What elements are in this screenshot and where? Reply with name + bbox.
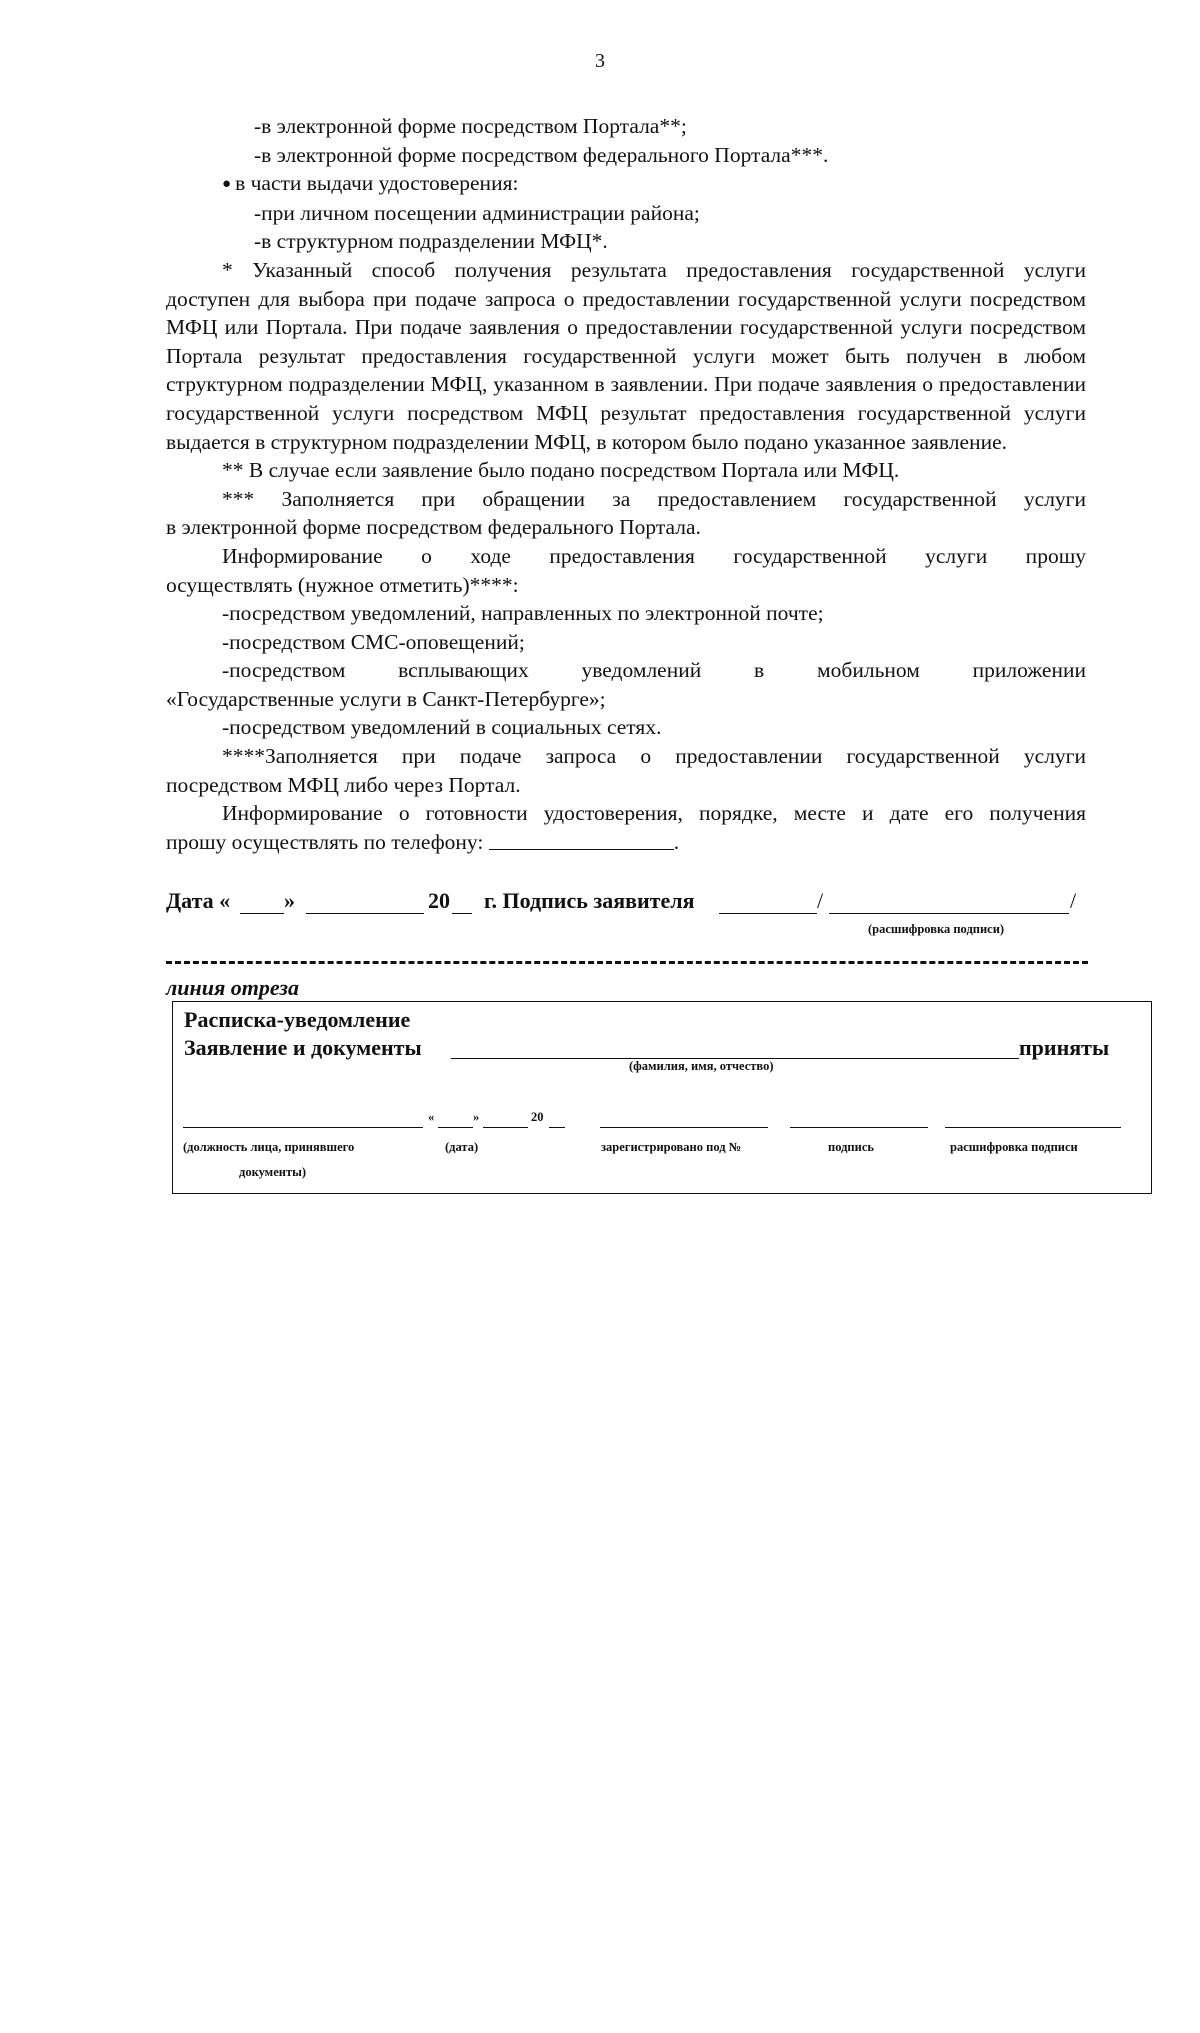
signature-decode-blank-field[interactable] — [829, 913, 1069, 914]
footnote-2: ** В случае если заявление было подано посредством Портала или МФЦ. — [222, 458, 900, 483]
slash-1: / — [817, 888, 824, 913]
receipt-title: Расписка-уведомление — [184, 1007, 411, 1032]
option-federal-portal: -в электронной форме посредством федерального Портала***. — [254, 142, 829, 167]
receipt-quote-close: » — [473, 1110, 480, 1124]
position-blank-field[interactable] — [183, 1127, 423, 1128]
footnote-3-second-line: в электронной форме посредством федерального Портала. — [166, 515, 701, 540]
receipt-month-blank-field[interactable] — [483, 1127, 528, 1128]
phone-blank-field[interactable] — [489, 831, 674, 850]
slash-2: / — [1070, 888, 1077, 913]
receipt-day-blank-field[interactable] — [438, 1127, 473, 1128]
signature-caption: подпись — [828, 1140, 874, 1154]
form-body — [166, 112, 1086, 856]
date-close-quote: » — [284, 888, 295, 913]
option-portal: -в электронной форме посредством Портала**; — [254, 114, 687, 138]
informing-option-app-line1: -посредством всплывающих уведомлений в мобильном приложении — [222, 658, 1086, 683]
registration-number-blank-field[interactable] — [600, 1127, 768, 1128]
registration-caption: зарегистрировано под № — [601, 1140, 742, 1154]
bullet-icon: ● — [222, 176, 232, 193]
year-prefix: 20 — [428, 888, 450, 913]
receipt-quote-open: « — [428, 1110, 435, 1124]
option-personal-visit: -при личном посещении администрации района; — [254, 200, 700, 225]
bullet-item-certificate — [166, 169, 1086, 199]
informing-option-sms: -посредством СМС-оповещений; — [222, 629, 525, 654]
receipt-notification-box — [172, 1001, 1152, 1194]
position-caption-line2: документы) — [239, 1165, 307, 1179]
readiness-phone-label: прошу осуществлять по телефону: — [166, 829, 484, 854]
footnote-1-first-line: * Указанный способ получения результата предоставления государственной услуги — [222, 257, 1086, 282]
applicant-signature-label: г. Подпись заявителя — [484, 888, 695, 913]
receipt-year-blank-field[interactable] — [549, 1127, 565, 1128]
day-blank-field[interactable] — [240, 913, 284, 914]
signature-decode-caption: (расшифровка подписи) — [868, 922, 1005, 936]
option-mfc: -в структурном подразделении МФЦ*. — [254, 229, 608, 254]
informing-intro-line1: Информирование о ходе предоставления государственной услуги прошу — [222, 543, 1086, 568]
readiness-line1: Информирование о готовности удостоверения, порядке, месте и дате его получения — [222, 801, 1086, 826]
month-blank-field[interactable] — [306, 913, 424, 914]
date-caption: (дата) — [445, 1140, 479, 1154]
page-number: 3 — [595, 50, 605, 72]
signature-line — [166, 888, 1086, 922]
footnote-4-second-line: посредством МФЦ либо через Портал. — [166, 772, 521, 797]
accepted-label: приняты — [1019, 1035, 1110, 1060]
informing-option-app-line2: «Государственные услуги в Санкт-Петербурге»; — [166, 686, 606, 711]
footnote-3-first-line: *** Заполняется при обращении за предоставлением государственной услуги — [222, 486, 1086, 511]
receipt-year: 20 — [531, 1110, 544, 1124]
fio-caption: (фамилия, имя, отчество) — [629, 1059, 774, 1073]
footnote-4-first-line: ****Заполняется при подаче запроса о предоставлении государственной услуги — [222, 744, 1086, 769]
readiness-end: . — [673, 829, 680, 854]
docs-label: Заявление и документы — [184, 1035, 422, 1060]
date-label: Дата « — [166, 888, 231, 913]
cut-line-divider — [166, 961, 1088, 964]
position-caption-line1: (должность лица, принявшего — [183, 1140, 355, 1154]
receipt-signature-blank-field[interactable] — [790, 1127, 928, 1128]
informing-option-social: -посредством уведомлений в социальных сетях. — [222, 715, 662, 740]
bullet-text: в части выдачи удостоверения: — [235, 171, 519, 196]
year-blank-field[interactable] — [452, 913, 472, 914]
informing-intro-line2: осуществлять (нужное отметить)****: — [166, 572, 519, 597]
receipt-signature-decode-blank-field[interactable] — [945, 1127, 1121, 1128]
signature-decode-caption-receipt: расшифровка подписи — [950, 1140, 1078, 1154]
readiness-line2 — [166, 828, 1086, 857]
footnote-1-text: доступен для выбора при подаче запроса о предоставлении государственной услуги посредством МФЦ или Портала. При подаче заявления о предоставлении государственной услуги посредством Портала результат предоставления государственной услуги может быть получен в любом структурном подразделении МФЦ, указанном в заявлении. При подаче заявления о предоставлении государственной услуги посредством МФЦ результат предоставления государственной услуги выдается в структурном подразделении МФЦ, в котором было подано указанное заявление. — [166, 286, 1086, 454]
cut-line-label: линия отреза — [166, 975, 299, 1000]
signature-blank-field[interactable] — [719, 913, 817, 914]
informing-option-email: -посредством уведомлений, направленных по электронной почте; — [222, 601, 824, 626]
